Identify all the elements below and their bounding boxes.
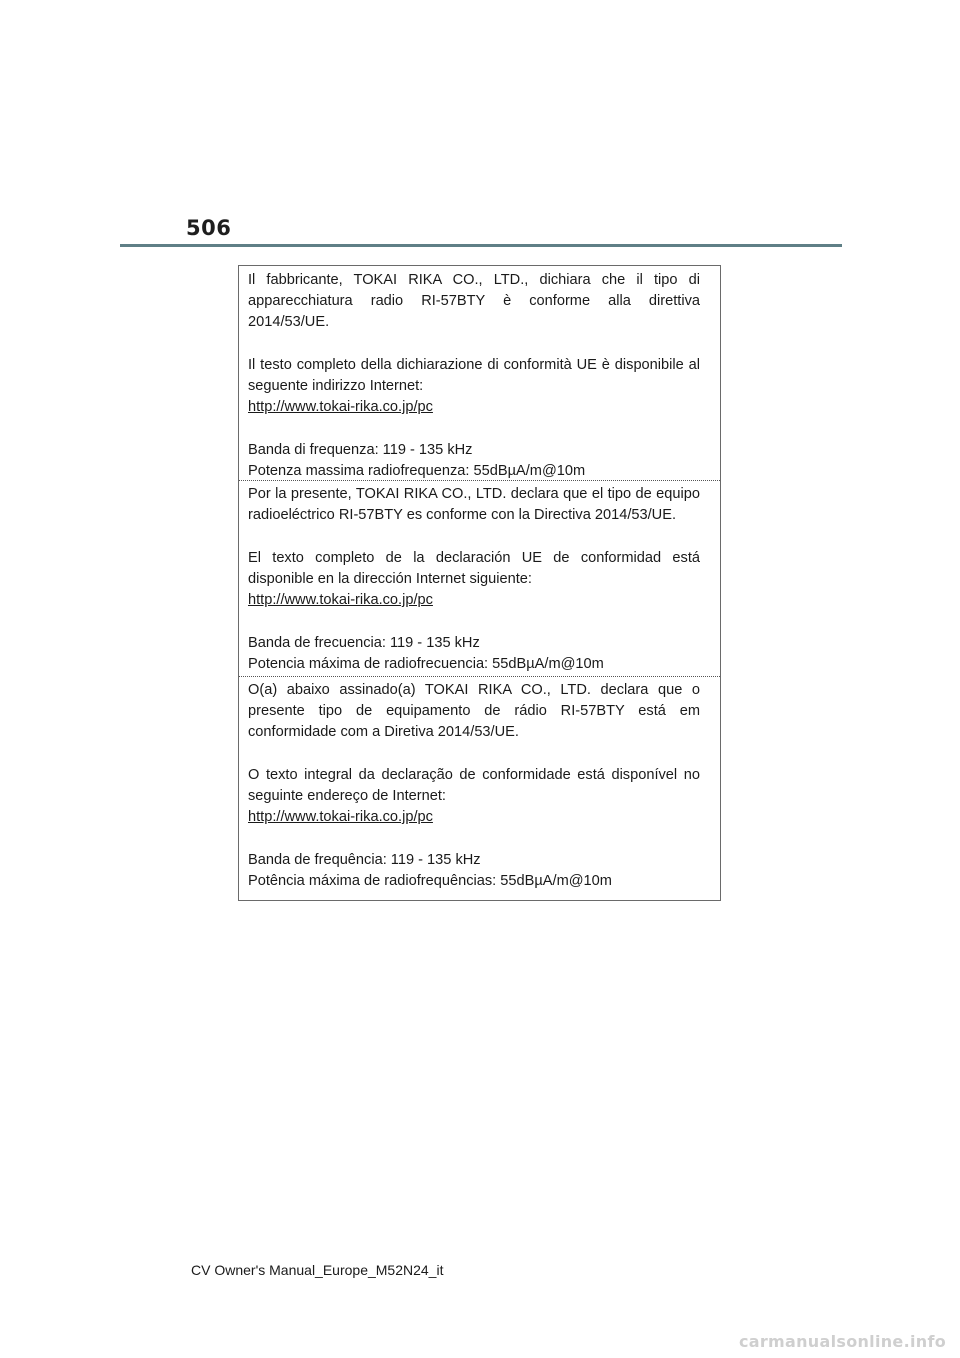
- watermark: carmanualsonline.info: [738, 1332, 946, 1351]
- declaration-url-link[interactable]: http://www.tokai-rika.co.jp/pc: [248, 592, 433, 608]
- page-number: 506: [186, 216, 232, 240]
- manual-footer: CV Owner's Manual_Europe_M52N24_it: [191, 1262, 444, 1278]
- frequency-band-text: Banda de frequência: 119 - 135 kHz: [248, 852, 481, 868]
- header-rule: [120, 244, 842, 247]
- max-power-text: Potencia máxima de radiofrecuencia: 55dBµA/m@10m: [248, 656, 604, 672]
- declaration-text: O(a) abaixo assinado(a) TOKAI RIKA CO., LTD. declara que o presente tipo de equipamento de rádio RI-57BTY está em conformidade com a Diretiva 2014/53/UE.: [248, 682, 700, 740]
- frequency-band-text: Banda de frecuencia: 119 - 135 kHz: [248, 635, 480, 651]
- declaration-text: Por la presente, TOKAI RIKA CO., LTD. declara que el tipo de equipo radioeléctrico RI-57BTY es conforme con la Directiva 2014/53/UE.: [248, 486, 700, 523]
- section-portuguese: [239, 680, 720, 892]
- availability-text: Il testo completo della dichiarazione di conformità UE è disponibile al seguente indirizzo Internet:: [248, 357, 700, 394]
- max-power-text: Potência máxima de radiofrequências: 55dBµA/m@10m: [248, 873, 612, 889]
- max-power-text: Potenza massima radiofrequenza: 55dBµA/m@10m: [248, 463, 586, 479]
- section-spanish: [239, 484, 720, 675]
- section-divider: [239, 480, 720, 481]
- declaration-text: Il fabbricante, TOKAI RIKA CO., LTD., dichiara che il tipo di apparecchiatura radio RI-57BTY è conforme alla direttiva 2014/53/UE.: [248, 272, 700, 330]
- section-italian: [239, 270, 720, 482]
- declaration-url-link[interactable]: http://www.tokai-rika.co.jp/pc: [248, 809, 433, 825]
- availability-text: O texto integral da declaração de conformidade está disponível no seguinte endereço de Internet:: [248, 767, 700, 804]
- section-divider: [239, 676, 720, 677]
- frequency-band-text: Banda di frequenza: 119 - 135 kHz: [248, 442, 473, 458]
- declaration-url-link[interactable]: http://www.tokai-rika.co.jp/pc: [248, 399, 433, 415]
- availability-text: El texto completo de la declaración UE de conformidad está disponible en la dirección Internet siguiente:: [248, 550, 700, 587]
- declaration-box: [238, 265, 721, 901]
